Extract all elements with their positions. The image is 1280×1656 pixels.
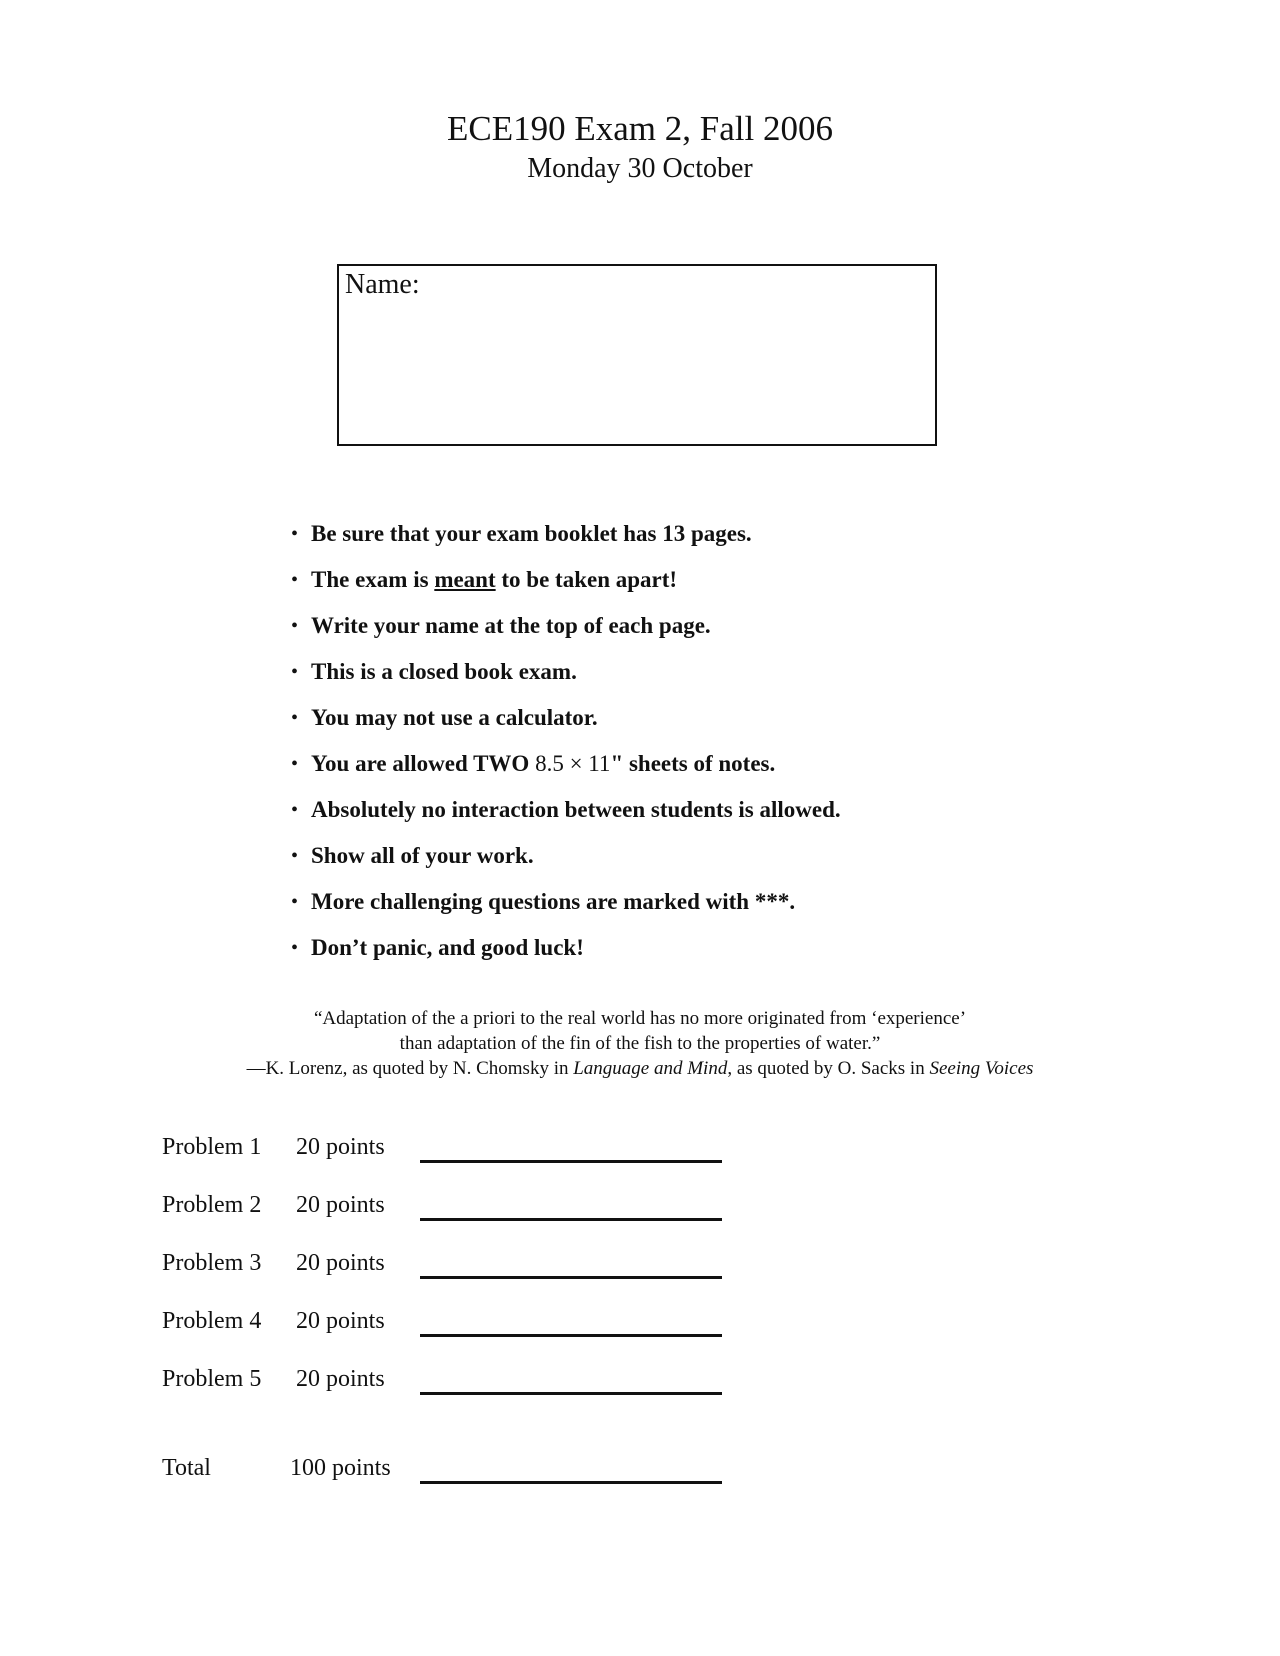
instruction-item xyxy=(289,610,841,656)
name-label: Name: xyxy=(345,269,420,300)
score-points: 20 points xyxy=(296,1134,385,1160)
score-blank[interactable] xyxy=(420,1218,722,1221)
bullet-icon: • xyxy=(291,523,299,545)
instruction-item xyxy=(289,794,841,840)
instruction-text: to be taken apart! xyxy=(495,567,678,592)
instruction-item xyxy=(289,564,841,610)
bullet-icon: • xyxy=(291,569,299,591)
instruction-text: Absolutely no interaction between students is allowed. xyxy=(311,797,841,822)
instruction-item xyxy=(289,932,841,978)
exam-date: Monday 30 October xyxy=(527,153,753,184)
instructions-list xyxy=(289,518,841,978)
instruction-text: Show all of your work. xyxy=(311,843,534,868)
instruction-text: " sheets of notes. xyxy=(610,751,776,776)
score-label: Problem 4 xyxy=(162,1308,262,1334)
score-blank[interactable] xyxy=(420,1392,722,1395)
score-blank[interactable] xyxy=(420,1334,722,1337)
score-points: 20 points xyxy=(296,1366,385,1392)
book-title-language-and-mind: Language and Mind xyxy=(573,1058,728,1079)
book-title-seeing-voices: Seeing Voices xyxy=(929,1058,1034,1079)
score-label: Problem 3 xyxy=(162,1250,262,1276)
instruction-item xyxy=(289,656,841,702)
score-row-problem-5 xyxy=(162,1362,722,1396)
score-points: 20 points xyxy=(296,1308,385,1334)
score-label: Problem 5 xyxy=(162,1366,262,1392)
attribution-text: , as quoted by O. Sacks in xyxy=(727,1058,930,1079)
quote-attribution xyxy=(0,1056,1280,1081)
bullet-icon: • xyxy=(291,891,299,913)
bullet-icon: • xyxy=(291,845,299,867)
instruction-text: Don’t panic, and good luck! xyxy=(311,935,584,960)
instruction-item xyxy=(289,518,841,564)
instruction-item xyxy=(289,886,841,932)
quote-line-1: “Adaptation of the a priori to the real world has no more originated from ‘experience’ xyxy=(313,1008,967,1029)
instruction-text: Write your name at the top of each page. xyxy=(311,613,711,638)
bullet-icon: • xyxy=(291,661,299,683)
epigraph xyxy=(0,1006,1280,1081)
instruction-item xyxy=(289,840,841,886)
score-label: Problem 2 xyxy=(162,1192,262,1218)
score-points: 20 points xyxy=(296,1250,385,1276)
score-row-problem-2 xyxy=(162,1188,722,1222)
instruction-text: The exam is xyxy=(311,567,435,592)
instruction-text: You are allowed TWO xyxy=(311,751,536,776)
quote-line-2: than adaptation of the fin of the fish to the properties of water.” xyxy=(399,1033,881,1054)
bullet-icon: • xyxy=(291,799,299,821)
score-points: 100 points xyxy=(290,1455,391,1481)
bullet-icon: • xyxy=(291,753,299,775)
bullet-icon: • xyxy=(291,707,299,729)
score-blank[interactable] xyxy=(420,1481,722,1484)
exam-title: ECE190 Exam 2, Fall 2006 xyxy=(447,109,833,148)
instruction-emphasis: meant xyxy=(434,567,496,592)
paper-size-math: 8.5 × 11 xyxy=(535,751,611,776)
score-label: Total xyxy=(162,1455,211,1481)
score-row-problem-1 xyxy=(162,1130,722,1164)
score-row-problem-3 xyxy=(162,1246,722,1280)
instruction-item xyxy=(289,748,841,794)
instruction-text: You may not use a calculator. xyxy=(311,705,598,730)
instruction-text: Be sure that your exam booklet has 13 pages. xyxy=(311,521,752,546)
score-row-total xyxy=(162,1451,722,1485)
score-blank[interactable] xyxy=(420,1160,722,1163)
attribution-text: —K. Lorenz, as quoted by N. Chomsky in xyxy=(246,1058,574,1079)
score-row-problem-4 xyxy=(162,1304,722,1338)
score-label: Problem 1 xyxy=(162,1134,262,1160)
bullet-icon: • xyxy=(291,937,299,959)
instruction-text: This is a closed book exam. xyxy=(311,659,577,684)
instruction-text: More challenging questions are marked with ***. xyxy=(311,889,796,914)
instruction-item xyxy=(289,702,841,748)
score-points: 20 points xyxy=(296,1192,385,1218)
name-box[interactable] xyxy=(337,264,937,446)
score-blank[interactable] xyxy=(420,1276,722,1279)
bullet-icon: • xyxy=(291,615,299,637)
